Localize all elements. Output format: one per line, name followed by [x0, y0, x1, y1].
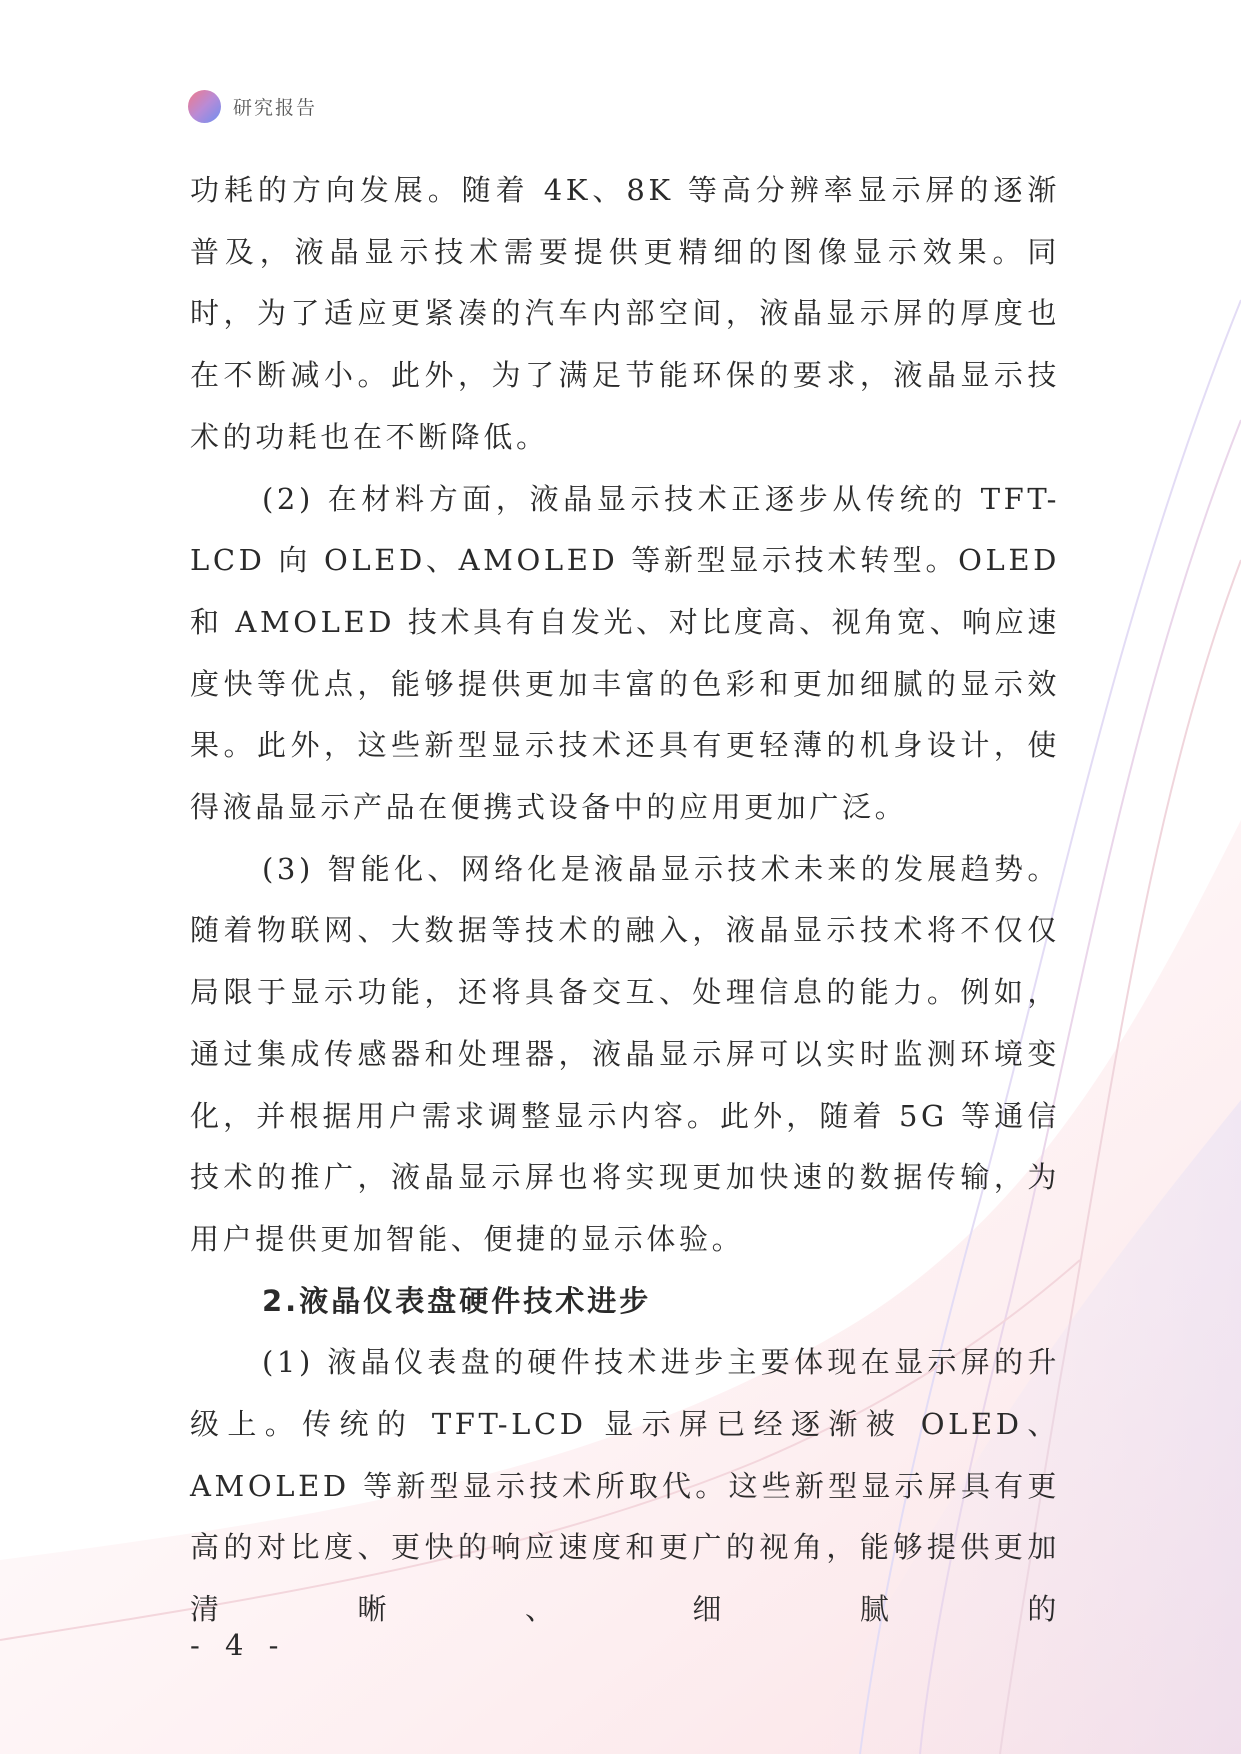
page-number: - 4 -	[190, 1628, 287, 1662]
report-logo-icon	[188, 90, 221, 123]
page-header	[188, 89, 317, 123]
paragraph-3: (3) 智能化、网络化是液晶显示技术未来的发展趋势。随着物联网、大数据等技术的融入，液晶显示技术将不仅仅局限于显示功能，还将具备交互、处理信息的能力。例如，通过集成传感器和处理器，液晶显示屏可以实时监测环境变化，并根据用户需求调整显示内容。此外，随着 5G 等通信技术的推广，液晶显示屏也将实现更加快速的数据传输，为用户提供更加智能、便捷的显示体验。	[190, 851, 1060, 1256]
document-body	[190, 160, 1060, 1641]
paragraph-4: (1) 液晶仪表盘的硬件技术进步主要体现在显示屏的升级上。传统的 TFT-LCD 显示屏已经逐渐被 OLED、AMOLED 等新型显示技术所取代。这些新型显示屏具有更高的对比度、更快的响应速度和更广的视角，能够提供更加清晰、细腻的	[190, 1345, 1060, 1627]
header-title: 研究报告	[233, 96, 318, 119]
paragraph-2: (2) 在材料方面，液晶显示技术正逐步从传统的 TFT-LCD 向 OLED、AMOLED 等新型显示技术转型。OLED 和 AMOLED 技术具有自发光、对比度高、视角宽、响应速度快等优点，能够提供更加丰富的色彩和更加细腻的显示效果。此外，这些新型显示技术还具有更轻薄的机身设计，使得液晶显示产品在便携式设备中的应用更加广泛。	[190, 481, 1060, 825]
section-heading-2: 2.液晶仪表盘硬件技术进步	[262, 1283, 652, 1318]
paragraph-1: 功耗的方向发展。随着 4K、8K 等高分辨率显示屏的逐渐普及，液晶显示技术需要提供更精细的图像显示效果。同时，为了适应更紧凑的汽车内部空间，液晶显示屏的厚度也在不断减小。此外，为了满足节能环保的要求，液晶显示技术的功耗也在不断降低。	[190, 173, 1060, 454]
